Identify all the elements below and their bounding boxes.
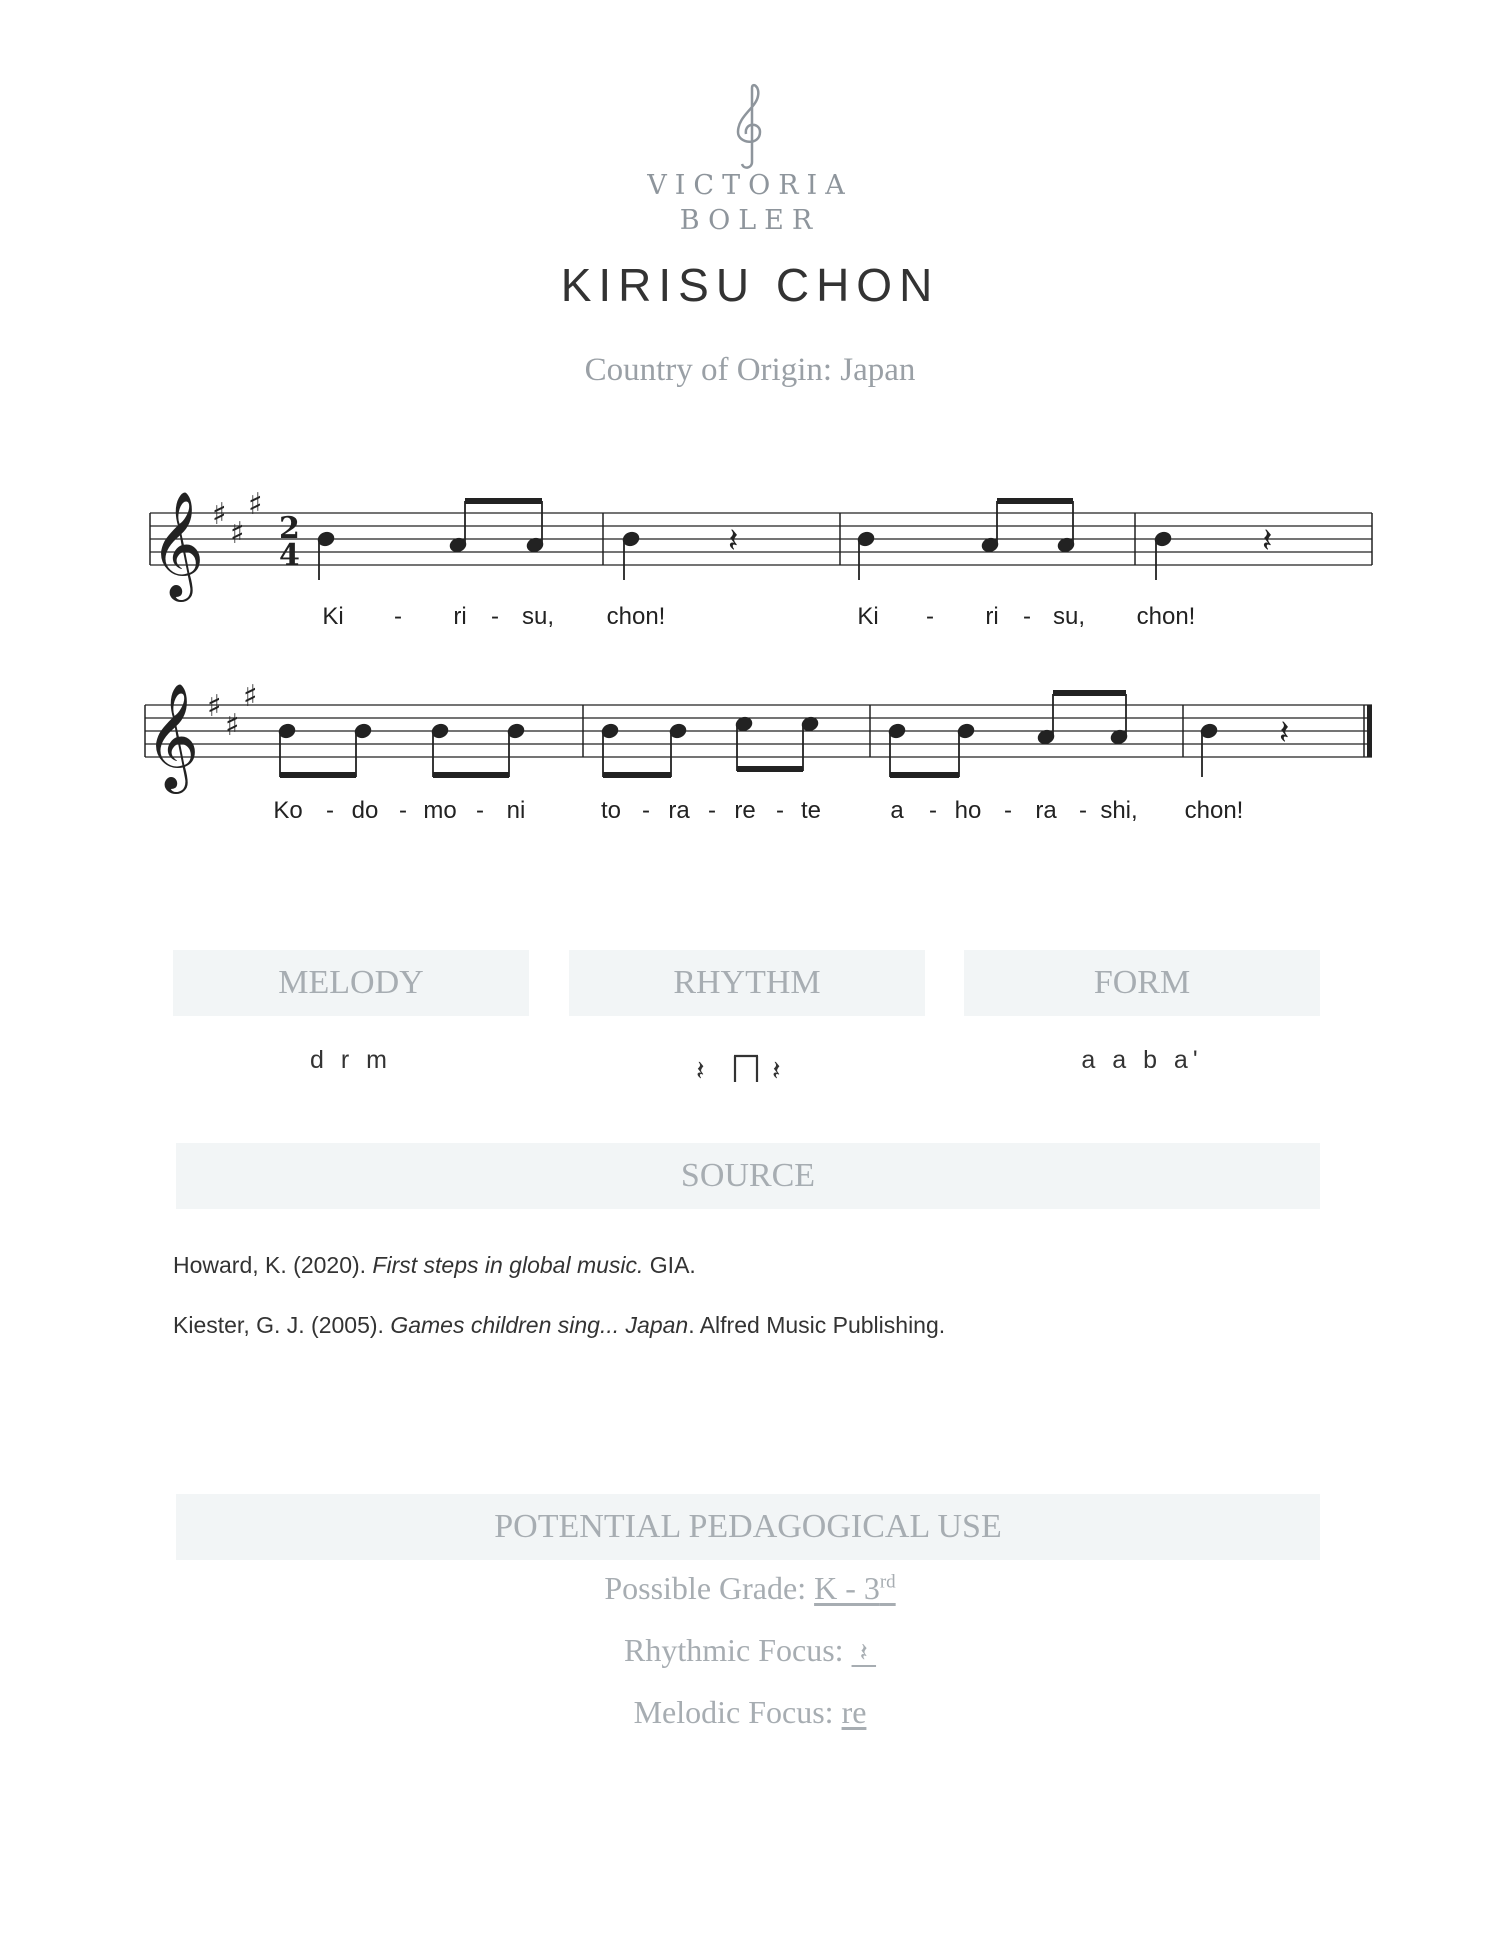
lyric-syllable: ri (453, 603, 467, 630)
svg-text:♯: ♯ (225, 708, 240, 743)
lyric-syllable: su, (1052, 603, 1086, 630)
lyric-syllable: Ki (322, 603, 344, 630)
svg-text:♯: ♯ (248, 487, 263, 522)
lyric-hyphen: - (926, 603, 934, 630)
pedagogical-use-heading: POTENTIAL PEDAGOGICAL USE (176, 1494, 1320, 1560)
lyric-syllable: a (890, 797, 904, 824)
lyric-syllable: Ki (857, 603, 879, 630)
lyric-hyphen: - (642, 797, 650, 824)
lyric-hyphen: - (708, 797, 716, 824)
lyric-hyphen: - (776, 797, 784, 824)
lyric-hyphen: - (394, 603, 402, 630)
lyric-syllable: ra (1035, 797, 1057, 824)
melodic-focus-value: re (841, 1694, 867, 1730)
lyric-syllable: ri (985, 603, 999, 630)
lyric-syllable: shi, (1100, 797, 1138, 824)
possible-grade: Possible Grade: K - 3rd (604, 1570, 896, 1606)
key-signature (212, 487, 263, 551)
svg-text:𝄽: 𝄽 (1262, 521, 1273, 561)
time-signature (279, 511, 300, 573)
lyric-syllable: to (600, 797, 622, 824)
reference-title: First steps in global music. (372, 1252, 644, 1278)
quarter-rest-icon (1279, 713, 1289, 753)
lyric-syllable: Ko (273, 797, 303, 824)
lyric-syllable: ra (668, 797, 690, 824)
svg-text:4: 4 (279, 538, 300, 573)
brand-name-first: VICTORIA (647, 170, 853, 201)
lyric-syllable: ni (506, 797, 526, 824)
lyrics-system-2 (273, 797, 1243, 824)
lyric-syllable: re (734, 797, 756, 824)
lyric-syllable: te (800, 797, 822, 824)
song-title: KIRISU CHON (560, 259, 940, 311)
treble-clef-icon: 𝄞 (145, 682, 200, 789)
quarter-rest-icon: 𝄽 (851, 1638, 877, 1668)
staff-system-2 (145, 705, 1372, 757)
lyric-syllable: mo (423, 797, 457, 824)
svg-text:𝄽: 𝄽 (728, 521, 739, 561)
form-value: a a b a' (1081, 1046, 1203, 1074)
lyric-hyphen: - (1023, 603, 1031, 630)
treble-clef-icon: 𝄞 (150, 490, 205, 597)
grade-value: K - 3rd (814, 1570, 896, 1606)
final-barline (1367, 705, 1372, 757)
lyric-hyphen: - (1079, 797, 1087, 824)
source-heading: SOURCE (176, 1143, 1320, 1209)
lyric-syllable: ho (954, 797, 982, 824)
rhythm-heading: RHYTHM (569, 950, 925, 1016)
svg-text:♯: ♯ (207, 689, 222, 724)
key-signature (207, 679, 258, 743)
svg-text:♯: ♯ (243, 679, 258, 714)
source-reference: Kiester, G. J. (2005). Games children sing... Japan. Alfred Music Publishing. (173, 1312, 946, 1338)
lyrics-system-1 (322, 603, 1195, 630)
svg-text:𝄽: 𝄽 (1279, 713, 1290, 753)
notes-system-2 (278, 690, 1218, 778)
melody-heading: MELODY (173, 950, 529, 1016)
eighth-note-pair-icon (734, 1056, 758, 1082)
lyric-syllable: chon! (1184, 797, 1244, 824)
source-reference: Howard, K. (2020). First steps in global music. GIA. (173, 1252, 696, 1278)
reference-title: Games children sing... Japan (390, 1312, 689, 1338)
svg-text:♯: ♯ (212, 497, 227, 532)
form-heading: FORM (964, 950, 1320, 1016)
quarter-rest-icon: 𝄽 (696, 1054, 710, 1087)
brand-name-last: BOLER (679, 205, 821, 236)
lyric-hyphen: - (929, 797, 937, 824)
lyric-hyphen: - (476, 797, 484, 824)
quarter-rest-icon: 𝄽 (772, 1054, 786, 1087)
lyric-syllable: su, (521, 603, 555, 630)
melody-value: d r m (310, 1046, 392, 1074)
melodic-focus: Melodic Focus: re (633, 1694, 867, 1730)
rhythmic-focus: Rhythmic Focus: 𝄽 (623, 1632, 877, 1668)
music-score (0, 0, 1500, 900)
svg-text:♯: ♯ (230, 516, 245, 551)
lyric-hyphen: - (326, 797, 334, 824)
lyric-hyphen: - (491, 603, 499, 630)
svg-text:2: 2 (279, 511, 300, 546)
country-of-origin: Country of Origin: Japan (584, 352, 916, 388)
rhythm-notation (569, 1046, 925, 1090)
lyric-syllable: do (351, 797, 379, 824)
quarter-rest-icon (728, 521, 1272, 561)
lyric-syllable: chon! (606, 603, 666, 630)
lyric-syllable: chon! (1136, 603, 1196, 630)
lyric-hyphen: - (1004, 797, 1012, 824)
lyric-hyphen: - (399, 797, 407, 824)
